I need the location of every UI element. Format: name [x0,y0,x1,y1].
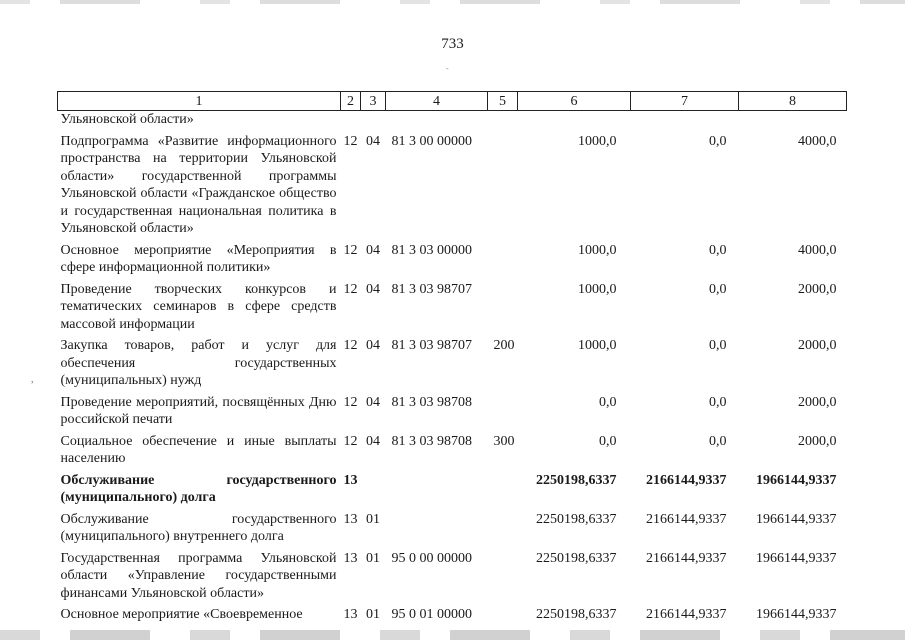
row-section: 12 [343,242,358,258]
row-name: Социальное обеспечение и иные выплаты населению [60,433,337,466]
row-section: 12 [343,133,358,149]
row-amount-col6: 1000,0 [578,133,617,149]
row-amount-col7: 0,0 [709,242,727,258]
page-number: 733 [441,36,464,52]
row-amount-col7: 2166144,9337 [646,550,727,566]
header-col-2: 2 [341,92,361,111]
table-row [58,602,847,624]
row-amount-col7: 0,0 [709,338,727,353]
row-amount-col6: 2250198,6337 [536,511,617,527]
row-subsection: 04 [366,338,380,353]
scan-edge-bottom [0,630,905,640]
row-name: Закупка товаров, работ и услуг для обеспечения государственных (муниципальных) нужд [60,338,337,388]
header-col-8: 8 [739,92,847,111]
row-subsection: 01 [366,550,380,566]
row-amount-col6: 1000,0 [578,281,617,297]
budget-table [57,91,847,624]
table-row [58,390,847,429]
row-expense-type [488,390,518,429]
row-subsection: 01 [366,607,380,622]
page-mark: - [446,64,449,73]
row-amount-col8 [739,111,847,129]
row-name: Государственная программа Ульяновской области «Управление государственными финансами Ульяновской области» [60,550,337,601]
row-section: 13 [343,511,358,527]
header-row [58,92,847,111]
row-section: 12 [343,394,358,410]
row-target-article: 81 3 03 98707 [391,338,472,353]
row-target-article [386,111,488,129]
row-subsection [361,111,386,129]
row-amount-col8: 2000,0 [798,433,837,449]
row-amount-col8: 2000,0 [798,338,837,353]
row-section: 13 [343,607,358,622]
row-expense-type [488,111,518,129]
row-expense-type: 300 [493,433,515,449]
row-section: 13 [343,472,358,488]
header-col-7: 7 [631,92,739,111]
header-col-1: 1 [58,92,341,111]
row-amount-col6: 2250198,6337 [536,607,617,622]
row-target-article: 81 3 03 98707 [391,281,472,297]
table-row [58,507,847,546]
row-amount-col7: 2166144,9337 [646,472,727,488]
row-amount-col8: 1966144,9337 [756,511,837,527]
row-name: Обслуживание государственного (муниципального) внутреннего долга [60,511,337,544]
row-amount-col8: 2000,0 [798,281,837,297]
row-amount-col6: 2250198,6337 [536,550,617,566]
header-col-3: 3 [361,92,386,111]
row-amount-col6: 0,0 [599,394,617,410]
row-subsection: 04 [366,394,380,410]
row-amount-col6: 1000,0 [578,338,617,353]
row-target-article: 95 0 01 00000 [391,607,472,622]
row-amount-col7: 0,0 [709,281,727,297]
row-subsection: 04 [366,133,380,149]
row-expense-type [488,546,518,603]
header-col-6: 6 [518,92,631,111]
row-section: 13 [343,550,358,566]
row-section: 12 [343,433,358,449]
row-amount-col8: 1966144,9337 [756,472,837,488]
row-expense-type: 200 [493,338,515,353]
row-subsection [361,468,386,507]
row-target-article [386,507,488,546]
row-subsection: 01 [366,511,380,527]
table-row [58,277,847,334]
row-amount-col7: 2166144,9337 [646,511,727,527]
row-name: Проведение мероприятий, посвящённых Дню российской печати [60,394,337,427]
row-amount-col6 [518,111,631,129]
row-amount-col8: 1966144,9337 [756,550,837,566]
header-col-5: 5 [488,92,518,111]
row-expense-type [488,277,518,334]
row-expense-type [488,129,518,238]
table-row [58,468,847,507]
row-amount-col7: 0,0 [709,433,727,449]
row-expense-type [488,468,518,507]
row-amount-col6: 2250198,6337 [536,472,617,488]
row-amount-col7: 2166144,9337 [646,607,727,622]
row-name: Обслуживание государственного (муниципального) долга [60,472,337,505]
margin-mark: , [31,374,34,385]
row-name: Подпрограмма «Развитие информационного пространства на территории Ульяновской области» государственной программы Ульяновской области «Гражданское общество и государственная национальная политика в Ульяновской области» [60,133,337,236]
row-amount-col6: 1000,0 [578,242,617,258]
row-target-article: 95 0 00 00000 [391,550,472,566]
table-row [58,238,847,277]
row-amount-col8: 1966144,9337 [756,607,837,622]
row-section [341,111,361,129]
row-subsection: 04 [366,433,380,449]
row-name: Основное мероприятие «Мероприятия в сфере информационной политики» [60,242,337,275]
table-row [58,129,847,238]
table-row [58,111,847,129]
row-target-article [386,468,488,507]
row-amount-col7: 0,0 [709,133,727,149]
row-section: 12 [343,338,358,353]
row-amount-col8: 2000,0 [798,394,837,410]
row-expense-type [488,507,518,546]
row-expense-type [488,602,518,624]
row-target-article: 81 3 03 98708 [391,394,472,410]
row-amount-col8: 4000,0 [798,242,837,258]
row-name: Проведение творческих конкурсов и тематических семинаров в сфере средств массовой информации [60,281,337,332]
row-name: Основное мероприятие «Своевременное [60,607,303,622]
row-subsection: 04 [366,242,380,258]
scan-edge-top [0,0,905,4]
row-amount-col7: 0,0 [709,394,727,410]
table-row [58,333,847,390]
row-amount-col7 [631,111,739,129]
row-subsection: 04 [366,281,380,297]
row-section: 12 [343,281,358,297]
header-col-4: 4 [386,92,488,111]
row-amount-col8: 4000,0 [798,133,837,149]
row-expense-type [488,238,518,277]
row-target-article: 81 3 03 00000 [391,242,472,258]
table-row [58,429,847,468]
row-amount-col6: 0,0 [599,433,617,449]
row-target-article: 81 3 03 98708 [391,433,472,449]
row-name: Ульяновской области» [60,112,194,127]
table-row [58,546,847,603]
row-target-article: 81 3 00 00000 [391,133,472,149]
